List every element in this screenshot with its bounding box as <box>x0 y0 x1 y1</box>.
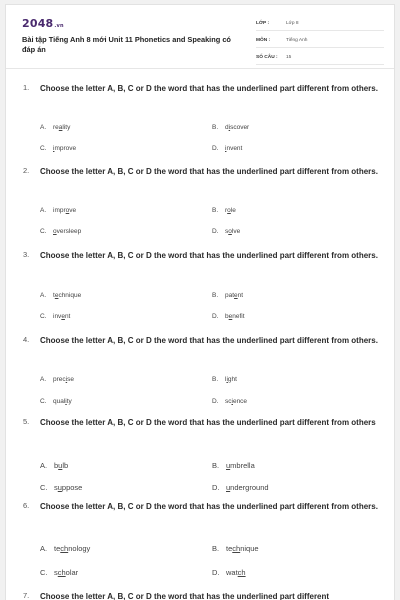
answer-option[interactable] <box>40 461 68 470</box>
underlined-part: e <box>228 313 233 320</box>
word-prefix: te <box>54 544 61 553</box>
word-prefix: inv <box>53 313 62 320</box>
word-suffix: nt <box>237 292 244 299</box>
option-word <box>53 145 76 152</box>
answer-option[interactable] <box>212 461 255 470</box>
word-suffix: mprove <box>54 145 77 152</box>
option-letter: D. <box>212 398 219 405</box>
underlined-part: o <box>65 207 70 214</box>
word-prefix: re <box>53 124 59 131</box>
option-word <box>225 124 249 131</box>
option-letter: B. <box>212 124 219 131</box>
option-letter: C. <box>40 313 47 320</box>
underlined-part: i <box>226 376 228 383</box>
underlined-part: ch <box>57 568 66 577</box>
option-letter: C. <box>40 145 47 152</box>
option-letter: B. <box>212 292 219 299</box>
option-word <box>54 483 82 492</box>
word-suffix: nefit <box>232 313 245 320</box>
answer-option[interactable] <box>212 207 236 214</box>
word-suffix: chnique <box>58 292 82 299</box>
word-prefix: impr <box>53 207 66 214</box>
question-number: 7. <box>23 591 30 600</box>
word-prefix: prec <box>53 376 66 383</box>
site-logo[interactable]: 2048.vn <box>22 17 64 30</box>
word-suffix: olar <box>65 568 79 577</box>
underlined-part: o <box>227 207 231 214</box>
word-prefix: s <box>54 483 58 492</box>
word-prefix: pat <box>225 292 235 299</box>
question-text: Choose the letter A, B, C or D the word that has the underlined part different from others <box>40 418 376 427</box>
word-prefix: sc <box>225 398 232 405</box>
question-number: 3. <box>23 250 30 259</box>
answer-option[interactable] <box>40 568 78 577</box>
question-number: 1. <box>23 83 30 92</box>
word-suffix: nderground <box>230 483 269 492</box>
word-suffix: lve <box>231 228 241 235</box>
meta-value: Tiếng Anh <box>286 38 308 43</box>
answer-option[interactable] <box>40 544 90 553</box>
word-suffix: ence <box>232 398 248 405</box>
option-word <box>54 544 90 553</box>
word-suffix: ppose <box>61 483 83 492</box>
underlined-part: o <box>53 228 57 235</box>
underlined-part: u <box>58 461 63 470</box>
option-letter: A. <box>40 124 47 131</box>
word-suffix: ty <box>66 398 72 405</box>
answer-option[interactable] <box>40 376 74 383</box>
answer-option[interactable] <box>212 228 240 235</box>
word-prefix: b <box>54 461 59 470</box>
option-letter: C. <box>40 483 48 492</box>
question-text: Choose the letter A, B, C or D the word that has the underlined part different <box>40 592 330 600</box>
answer-option[interactable] <box>40 145 76 152</box>
word-suffix: nology <box>68 544 91 553</box>
word-suffix: nt <box>64 313 71 320</box>
underlined-part: i <box>231 398 233 405</box>
underlined-part: ch <box>60 544 69 553</box>
option-word <box>225 292 243 299</box>
question-text: Choose the letter A, B, C or D the word that has the underlined part different from others. <box>40 251 378 260</box>
word-suffix: nique <box>240 544 259 553</box>
question-text: Choose the letter A, B, C or D the word that has the underlined part different from others. <box>40 84 378 93</box>
question-number: 4. <box>23 335 30 344</box>
underlined-part: i <box>228 124 231 131</box>
word-suffix: nvent <box>226 145 243 152</box>
option-letter: D. <box>212 483 220 492</box>
underlined-part: o <box>228 228 232 235</box>
underlined-part: u <box>57 483 62 492</box>
option-word <box>225 228 240 235</box>
document-title: Bài tập Tiếng Anh 8 mới Unit 11 Phonetics and Speaking có đáp án <box>22 35 231 54</box>
word-suffix: ght <box>227 376 237 383</box>
word-suffix: scover <box>230 124 250 131</box>
option-letter: A. <box>40 207 47 214</box>
option-word <box>53 292 81 299</box>
option-word <box>226 461 255 470</box>
answer-option[interactable] <box>40 207 76 214</box>
option-letter: C. <box>40 398 47 405</box>
answer-option[interactable] <box>212 544 259 553</box>
word-prefix: te <box>226 544 233 553</box>
answer-option[interactable] <box>212 145 242 152</box>
option-letter: B. <box>212 544 220 553</box>
word-suffix: se <box>67 376 74 383</box>
option-word <box>53 398 72 405</box>
question-text: Choose the letter A, B, C or D the word that has the underlined part different from others. <box>40 167 378 176</box>
underlined-part: i <box>65 376 68 383</box>
option-word <box>53 376 74 383</box>
option-word <box>53 228 81 235</box>
underlined-part: u <box>226 483 231 492</box>
option-word <box>225 398 247 405</box>
question-number: 5. <box>23 417 30 426</box>
document-header <box>6 5 394 69</box>
meta-label: LỚP : <box>256 21 270 26</box>
option-letter: B. <box>212 207 219 214</box>
word-prefix: s <box>225 228 229 235</box>
document-meta <box>256 17 384 68</box>
option-letter: D. <box>212 568 220 577</box>
answer-option[interactable] <box>212 483 269 492</box>
answer-option[interactable] <box>212 313 245 320</box>
option-letter: A. <box>40 544 48 553</box>
question-number: 6. <box>23 501 30 510</box>
meta-row-subject <box>256 34 384 48</box>
answer-option[interactable] <box>40 483 82 492</box>
option-word <box>226 568 246 577</box>
word-prefix: qual <box>53 398 66 405</box>
option-word <box>53 207 76 214</box>
word-prefix: b <box>225 313 229 320</box>
underlined-part: e <box>54 292 59 299</box>
option-word <box>225 145 242 152</box>
answer-option[interactable] <box>212 398 247 405</box>
question-text: Choose the letter A, B, C or D the word that has the underlined part different from others. <box>40 336 378 345</box>
option-word <box>225 313 245 320</box>
word-prefix: l <box>225 376 227 383</box>
word-prefix: wat <box>226 568 238 577</box>
answer-option[interactable] <box>40 228 81 235</box>
meta-value: 15 <box>286 55 292 60</box>
word-suffix: le <box>230 207 236 214</box>
word-prefix: t <box>53 292 55 299</box>
option-word <box>226 483 269 492</box>
option-word <box>225 376 237 383</box>
option-letter: B. <box>212 376 219 383</box>
word-prefix: s <box>54 568 58 577</box>
option-letter: A. <box>40 376 47 383</box>
option-word <box>53 124 70 131</box>
option-word <box>226 544 259 553</box>
underlined-part: e <box>61 313 65 320</box>
underlined-part: i <box>65 398 67 405</box>
question-number: 2. <box>23 166 30 175</box>
option-letter: D. <box>212 145 219 152</box>
underlined-part: i <box>225 145 227 152</box>
option-letter: D. <box>212 313 219 320</box>
option-letter: A. <box>40 461 48 470</box>
meta-row-class <box>256 17 384 31</box>
answer-option[interactable] <box>212 568 246 577</box>
option-letter: C. <box>40 228 47 235</box>
option-letter: D. <box>212 228 219 235</box>
option-letter: A. <box>40 292 47 299</box>
underlined-part: e <box>234 292 238 299</box>
meta-label: SỐ CÂU : <box>256 55 278 60</box>
word-prefix: r <box>225 207 228 214</box>
word-suffix: versleep <box>56 228 82 235</box>
meta-label: MÔN : <box>256 38 271 43</box>
option-letter: C. <box>40 568 48 577</box>
answer-option[interactable] <box>40 398 72 405</box>
answer-option[interactable] <box>40 292 81 299</box>
underlined-part: ch <box>232 544 241 553</box>
word-prefix: d <box>225 124 229 131</box>
answer-option[interactable] <box>212 124 249 131</box>
answer-option[interactable] <box>40 313 70 320</box>
meta-row-count <box>256 51 384 65</box>
option-letter: B. <box>212 461 220 470</box>
meta-value: Lớp 8 <box>286 21 299 26</box>
option-word <box>53 313 70 320</box>
answer-option[interactable] <box>212 376 237 383</box>
underlined-part: u <box>226 461 231 470</box>
document-page <box>5 4 395 600</box>
word-suffix: lb <box>62 461 69 470</box>
word-suffix: mbrella <box>230 461 255 470</box>
option-word <box>54 461 68 470</box>
word-suffix: ve <box>69 207 77 214</box>
underlined-part: a <box>58 124 63 131</box>
answer-option[interactable] <box>40 124 70 131</box>
word-suffix: lity <box>62 124 71 131</box>
option-word <box>54 568 78 577</box>
answer-option[interactable] <box>212 292 243 299</box>
question-text: Choose the letter A, B, C or D the word that has the underlined part different from others. <box>40 502 378 511</box>
underlined-part: i <box>53 145 55 152</box>
underlined-part: ch <box>237 568 246 577</box>
option-word <box>225 207 236 214</box>
